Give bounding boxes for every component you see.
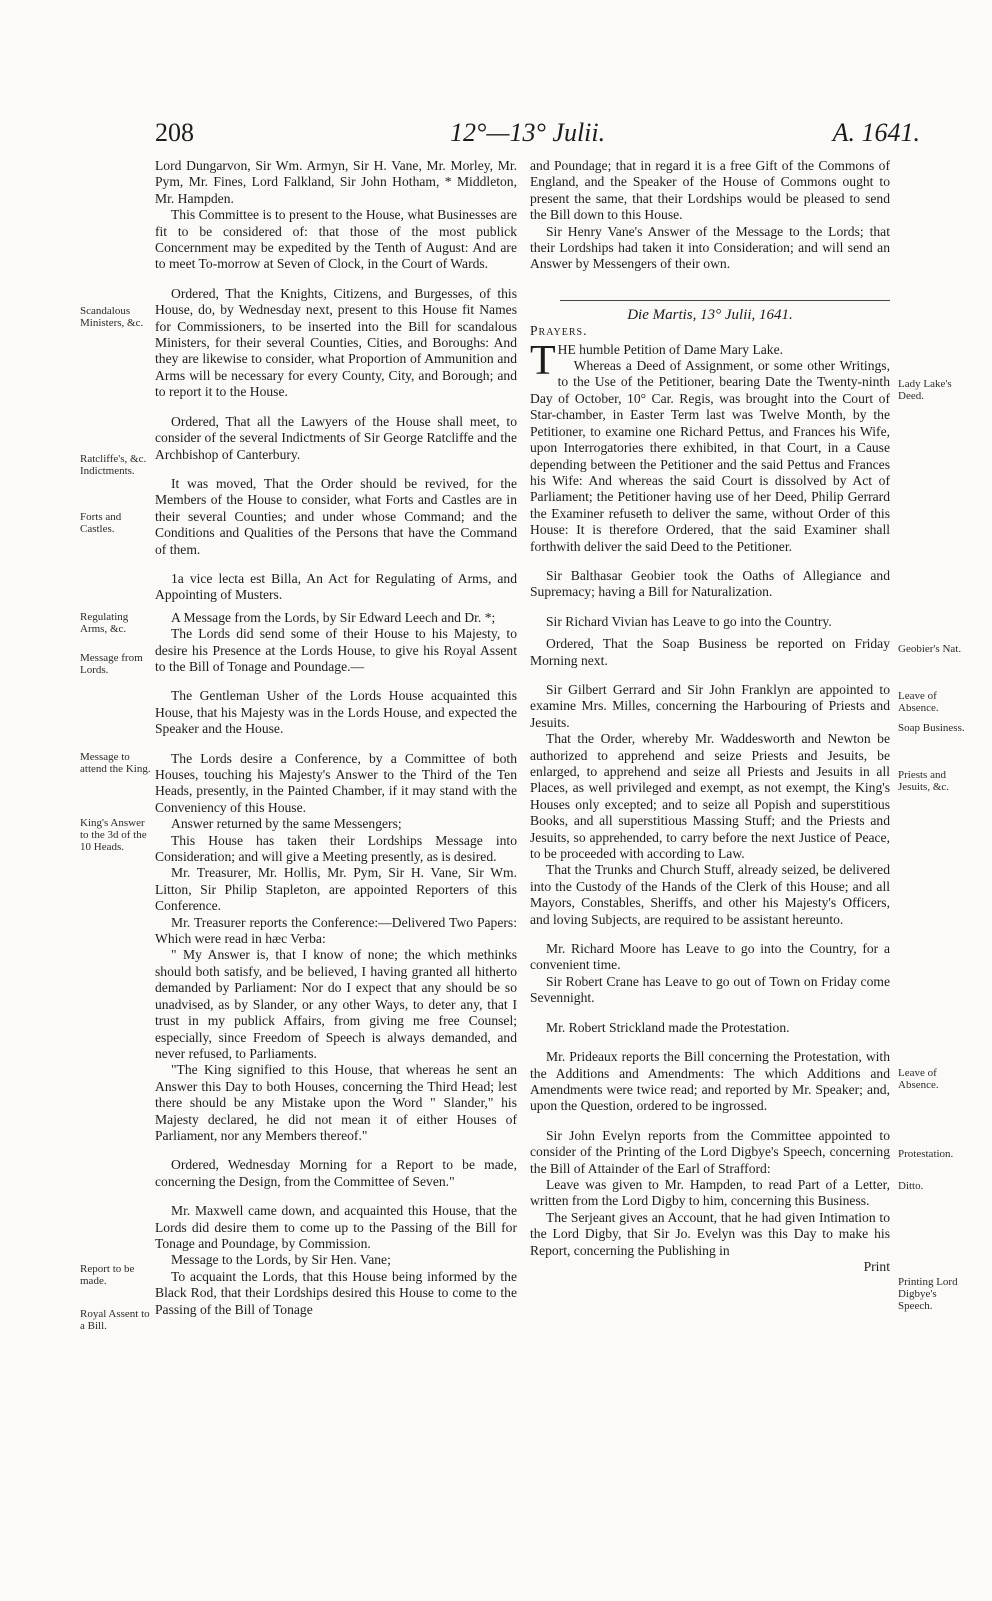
paragraph: Sir Gilbert Gerrard and Sir John Franklyn are appointed to examine Mrs. Milles, concerning the Harbouring of Priests and Jesuits. (530, 681, 890, 730)
paragraph: " My Answer is, that I know of none; the which methinks should both satisfy, and be believed, I having granted all hitherto demanded by Parliament: Nor do I expect that any should be so unadvised, as by Slander, or any other Ways, to deter any, that I trust in my publick Affairs, from giving me free Counsel; especially, since Freedom of Speech is always demanded, and never refused, to Parliaments. (155, 947, 517, 1061)
paragraph: The Lords did send some of their House to his Majesty, to desire his Presence at the Lords House, to give his Royal Assent to the Bill of Tonage and Poundage.— (155, 626, 517, 674)
margin-note: Forts and Castles. (80, 511, 122, 535)
margin-note: Geobier's Nat. (898, 643, 962, 655)
paragraph: Ordered, That the Soap Business be reported on Friday Morning next. (530, 636, 890, 668)
paragraph: "The King signified to this House, that whereas he sent an Answer this Day to both Houses, concerning the Third Head; lest there should be any Mistake upon the Word " Slander," his Majesty declared, he did not mean it of either Houses of Parliament, nor any Members thereof." (155, 1062, 517, 1143)
margin-note: Leave of Absence. (898, 690, 939, 714)
margin-note: Soap Business. (898, 722, 965, 734)
page-header (155, 118, 920, 158)
paragraph: Mr. Richard Moore has Leave to go into the Country, for a convenient time. (530, 941, 890, 973)
prayers-label: Prayers. (530, 323, 588, 339)
margin-note: Protestation. (898, 1148, 954, 1160)
paragraph: Sir Robert Crane has Leave to go out of Town on Friday come Sevennight. (530, 973, 890, 1006)
paragraph: Whereas a Deed of Assignment, or some other Writings, to the Use of the Petitioner, bearing Date the Twenty-ninth Day of October, 10° Car. Regis, was brought into the Court of Star-chamber, in Easter Term last was Twelve Month, by the Petitioner, to examine one Richard Pettus, and Frances his Wife, upon Interrogatories there exhibited, in that Court, in a Cause depending between the Petitioner and the said Pettus and Frances his Wife: And whereas the said Court is dissolved by Act of Parliament; the Petitioner having use of her Deed, Philip Gerrard the Examiner refuseth to deliver the same, without Order of this House: It is therefore Ordered, that the said Examiner shall forthwith deliver the said Deed to the Petitioner. (530, 358, 890, 554)
paragraph: A Message from the Lords, by Sir Edward Leech and Dr. *; (171, 609, 496, 625)
drop-cap: T (530, 337, 556, 384)
paragraph: Sir Henry Vane's Answer of the Message to the Lords; that their Lordships had taken it into Consideration; and will send an Answer by Messengers of their own. (530, 223, 890, 272)
margin-note: Leave of Absence. (898, 1067, 939, 1091)
paragraph: Ordered, That all the Lawyers of the House shall meet, to consider of the several Indictments of Sir George Ratcliffe and the Archbishop of Canterbury. (155, 413, 517, 462)
margin-note: Lady Lake's Deed. (898, 378, 952, 402)
paragraph: That the Order, whereby Mr. Waddesworth and Newton be authorized to apprehend and seize Priests and Jesuits, be enlarged, to apprehend and seize all Priests and Jesuits in all Places, as well privileged and exempt, as not exempt, the King's Houses only excepted; and to seize all Popish and superstitious Books, and all superstitious Massing Stuff; and the Priests and Jesuits, so apprehended, to carry before the next Justice of Peace, to be proceeded with according to Law. (530, 731, 890, 862)
paragraph: It was moved, That the Order should be revived, for the Members of the House to consider, what Forts and Castles are in their several Counties; and under whose Command; and the Conditions and Qualities of the Persons that have the Command of them. (155, 475, 517, 557)
margin-note: Priests and Jesuits, &c. (898, 769, 950, 793)
paragraph: Mr. Treasurer, Mr. Hollis, Mr. Pym, Sir H. Vane, Sir Wm. Litton, Sir Philip Stapleton, are appointed Reporters of this Conference. (155, 865, 517, 914)
paragraph: Answer returned by the same Messengers; (171, 816, 402, 832)
margin-note: Scandalous Ministers, &c. (80, 305, 144, 329)
paragraph: The Lords desire a Conference, by a Committee of both Houses, touching his Majesty's Answer to the Third of the Ten Heads, presently, in the Painted Chamber, if it may stand with the Conveniency of this House. (155, 750, 517, 815)
paragraph: Mr. Robert Strickland made the Protestation. (546, 1019, 790, 1035)
paragraph: This House has taken their Lordships Message into Consideration; and will give a Meeting presently, as is desired. (155, 832, 517, 865)
paragraph: That the Trunks and Church Stuff, already seized, be delivered into the Custody of the Hands of the Clerk of this House; and all Mayors, Constables, Sheriffs, and other his Majesty's Officers, and loving Subjects, are required to be assistant hereunto. (530, 862, 890, 927)
paragraph: Sir Balthasar Geobier took the Oaths of Allegiance and Supremacy; having a Bill for Naturalization. (530, 567, 890, 600)
margin-note: Royal Assent to a Bill. (80, 1308, 150, 1332)
paragraph: Mr. Treasurer reports the Conference:—Delivered Two Papers: Which were read in hæc Verba: (155, 914, 517, 947)
paragraph: Ordered, That the Knights, Citizens, and Burgesses, of this House, do, by Wednesday next, present to this House fit Names for Commissioners, to be inserted into the Bill for scandalous Ministers, for their several Counties, Cities, and Boroughs: And they are likewise to consider, what Proportion of Ammunition and Arms will be necessary for every County, City, and Borough; and to report it to the House. (155, 285, 517, 400)
page-number: 208 (155, 118, 194, 147)
day-heading: Die Martis, 13° Julii, 1641. (627, 306, 793, 323)
paragraph: Sir John Evelyn reports from the Committee appointed to consider of the Printing of the Lord Digbye's Speech, concerning the Bill of Attainder of the Earl of Strafford: (530, 1127, 890, 1176)
margin-note: Ratcliffe's, &c. Indictments. (80, 453, 147, 477)
paragraph: and Poundage; that in regard it is a free Gift of the Commons of England, and the Speaker of the House of Commons ought to present the same, that their Lordships would be pleased to send the Bill down to this House. (530, 158, 890, 223)
paragraph: Message to the Lords, by Sir Hen. Vane; (171, 1252, 391, 1268)
paragraph: Lord Dungarvon, Sir Wm. Armyn, Sir H. Vane, Mr. Morley, Mr. Pym, Mr. Fines, Lord Falkland, Sir John Hotham, * Middleton, Mr. Hampden. (155, 158, 517, 206)
paragraph: Mr. Maxwell came down, and acquainted this House, that the Lords did desire them to come up to the Passing of the Bill for Tonage and Poundage, by Commission. (155, 1203, 517, 1251)
paragraph: The Serjeant gives an Account, that he had given Intimation to the Lord Digby, that Sir Jo. Evelyn was this Day to make his Report, concerning the Publishing in (530, 1209, 890, 1258)
margin-note: Printing Lord Digbye's Speech. (898, 1276, 958, 1312)
left-column (155, 158, 517, 1318)
page-dates: 12°—13° Julii. (450, 118, 606, 147)
paragraph: To acquaint the Lords, that this House being informed by the Black Rod, that their Lordships desired this House to come to the Passing of the Bill of Tonage (155, 1268, 517, 1317)
paragraph: This Committee is to present to the House, what Businesses are fit to be considered of: that those of the most publick Concernment may be expedited by the Tenth of August: And are to meet To-morrow at Seven of Clock, in the Court of Wards. (155, 207, 517, 272)
paragraph: Leave was given to Mr. Hampden, to read Part of a Letter, written from the Lord Digby to him, concerning this Business. (530, 1176, 890, 1209)
paragraph: Mr. Prideaux reports the Bill concerning the Protestation, with the Additions and Amendments: The which Additions and Amendments were twice read; and reported by Mr. Speaker; and, upon the Question, ordered to be ingrossed. (530, 1049, 890, 1114)
margin-note: Regulating Arms, &c. (80, 611, 129, 635)
margin-note: Ditto. (898, 1180, 924, 1192)
margin-note: King's Answer to the 3d of the 10 Heads. (80, 817, 147, 853)
margin-note: Message from Lords. (80, 652, 143, 676)
petition-title: HE humble Petition of Dame Mary Lake. (557, 341, 784, 357)
margin-note: Report to be made. (80, 1263, 135, 1287)
right-column (530, 158, 890, 1275)
page-year: A. 1641. (832, 118, 920, 147)
paragraph: Sir Richard Vivian has Leave to go into the Country. (546, 613, 832, 629)
catchword: Print (863, 1258, 890, 1274)
paragraph (530, 337, 890, 384)
paragraph: Ordered, Wednesday Morning for a Report to be made, concerning the Design, from the Committee of Seven." (155, 1157, 517, 1189)
paragraph: The Gentleman Usher of the Lords House acquainted this House, that his Majesty was in the Lords House, and expected the Speaker and the House. (155, 688, 517, 737)
paragraph: 1a vice lecta est Billa, An Act for Regulating of Arms, and Appointing of Musters. (155, 570, 517, 603)
margin-note: Message to attend the King. (80, 751, 151, 775)
